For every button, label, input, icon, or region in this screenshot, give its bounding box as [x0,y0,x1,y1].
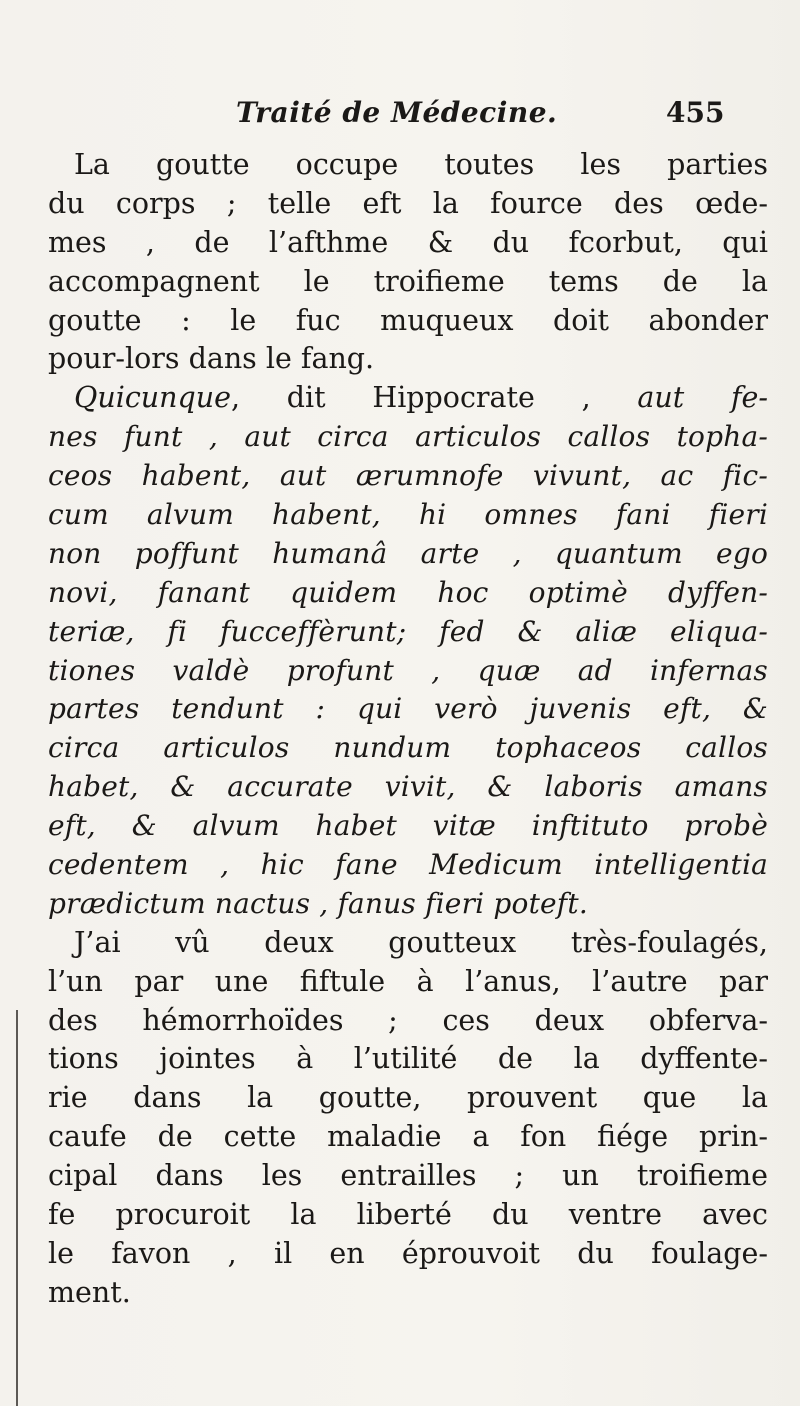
page-number: 455 [666,96,725,129]
text-fragment-italic: aut fe- [637,381,768,415]
text-line-mixed [48,379,768,418]
latin-quote-line: cedentem , hic fane Medicum intelligentia [48,848,768,882]
text-line: goutte : le fuc muqueux doit abonder [48,303,768,337]
latin-quote-line: non poffunt humanâ arte , quantum ego [48,536,768,570]
text-line: fe procuroit la liberté du ventre avec [48,1198,768,1232]
text-line: l’un par une fiftule à l’anus, l’autre par [48,964,768,998]
text-line: le favon , il en éprouvoit du foulage- [48,1236,768,1270]
text-fragment: , dit Hippocrate , [230,381,638,415]
text-line: tions jointes à l’utilité de la dyffente- [48,1042,768,1076]
latin-quote-line: cum alvum habent, hi omnes fani fieri [48,498,768,532]
latin-quote-line: ceos habent, aut ærumnofe vivunt, ac fic- [48,459,768,493]
gutter-edge [16,1010,18,1406]
latin-quote-line: eft, & alvum habet vitæ inftituto probè [48,809,768,843]
text-line: mes , de l’afthme & du fcorbut, qui [48,225,768,259]
running-title: Traité de Médecine. [236,96,558,129]
text-line: J’ai vû deux goutteux très-foulagés, [74,925,768,959]
latin-quote-line: tiones valdè profunt , quæ ad infernas [48,653,768,687]
latin-quote-line: habet, & accurate vivit, & laboris amans [48,770,768,804]
text-line: du corps ; telle eft la fource des œde- [48,186,768,220]
running-head [236,96,725,140]
body-text [48,146,768,1313]
latin-quote-line: circa articulos nundum tophaceos callos [48,731,768,765]
text-line: des hémorrhoïdes ; ces deux obferva- [48,1003,768,1037]
text-line: cipal dans les entrailles ; un troifieme [48,1159,768,1193]
latin-quote-line: teriæ, fi fucceffèrunt; fed & aliæ eliqua- [48,614,768,648]
text-line: rie dans la goutte, prouvent que la [48,1081,768,1115]
text-line: La goutte occupe toutes les parties [74,148,768,181]
latin-quote-line: prædictum nactus , fanus fieri poteft. [48,886,588,920]
text-line: caufe de cette maladie a fon fiége prin- [48,1120,768,1154]
text-line: ment. [48,1275,131,1309]
text-line: accompagnent le troifieme tems de la [48,264,768,298]
text-line: pour-lors dans le fang. [48,342,375,376]
text-fragment-italic: Quicunque [74,381,231,415]
latin-quote-line: novi, fanant quidem hoc optimè dyffen- [48,575,768,609]
latin-quote-line: partes tendunt : qui verò juvenis eft, & [48,692,768,726]
latin-quote-line: nes funt , aut circa articulos callos topha- [48,420,768,454]
